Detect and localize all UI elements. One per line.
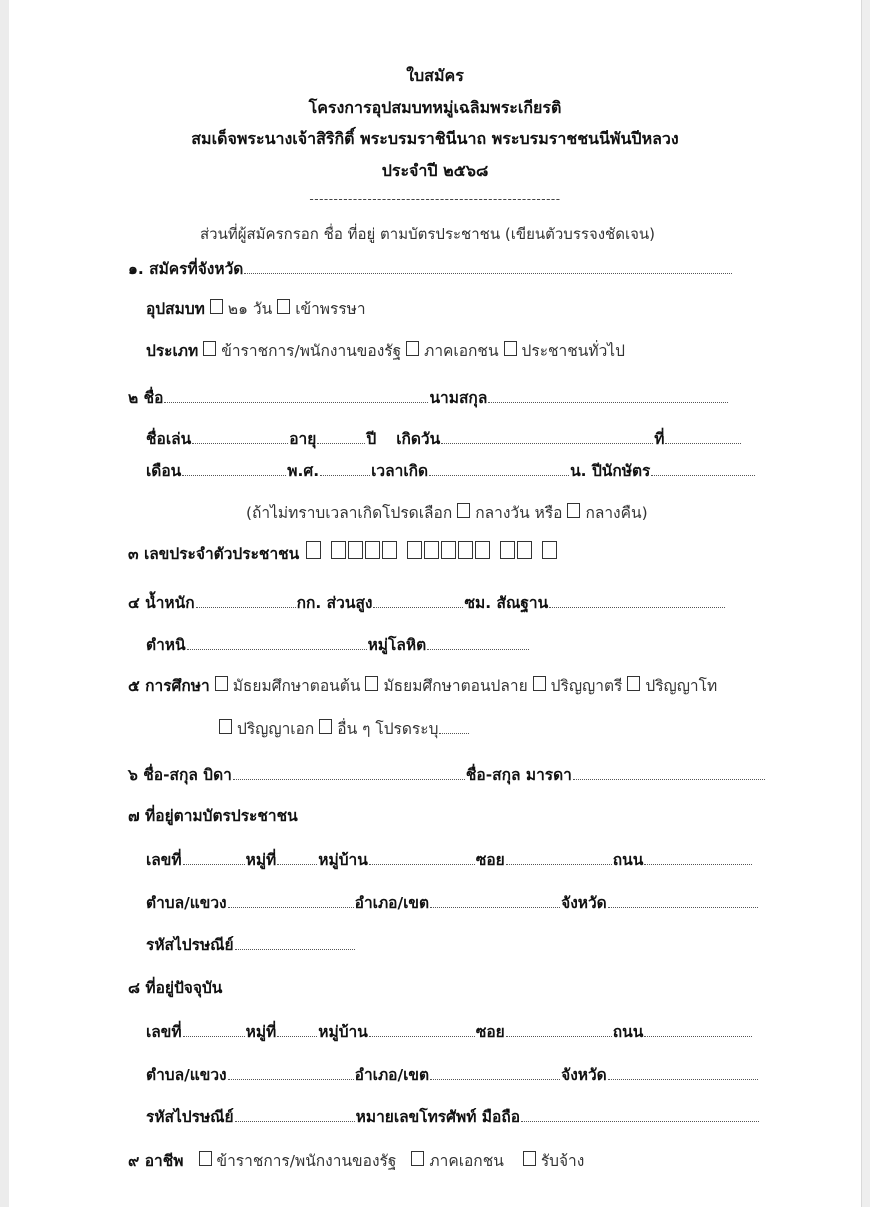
day-checkbox[interactable]: [457, 503, 470, 518]
row-nickname: [146, 426, 742, 451]
row-weight: [128, 590, 726, 615]
edu-bachelor-label: ปริญญาตรี: [550, 677, 623, 695]
name-label: ๒ ชื่อ: [128, 389, 164, 407]
cur-addr-moo-field[interactable]: [277, 1035, 317, 1037]
id-digit-box[interactable]: [517, 541, 532, 559]
row-education: [128, 673, 717, 698]
edu-doctorate-label: ปริญญาเอก: [237, 720, 315, 738]
surname-field[interactable]: [488, 401, 728, 403]
id-addr-soi-field[interactable]: [506, 863, 612, 865]
mother-field[interactable]: [573, 778, 765, 780]
row-id-address-1: [146, 847, 753, 872]
surname-label: นามสกุล: [429, 389, 488, 407]
build-field[interactable]: [549, 606, 725, 608]
father-field[interactable]: [233, 778, 465, 780]
year-title: ประจำปี ๒๕๖๘: [381, 161, 489, 180]
row-education-2: [214, 716, 470, 741]
id-addr-moo-field[interactable]: [277, 863, 317, 865]
night-checkbox[interactable]: [567, 503, 580, 518]
edu-doctorate-checkbox[interactable]: [219, 719, 232, 734]
row-birth: [146, 458, 756, 483]
separator-line: ----------------------------------------------------: [309, 192, 561, 206]
id-addr-province-field[interactable]: [608, 906, 758, 908]
id-digit-box[interactable]: [500, 541, 515, 559]
id-digit-box[interactable]: [331, 541, 346, 559]
cur-addr-postal-field[interactable]: [235, 1120, 355, 1122]
birthday-field[interactable]: [441, 442, 653, 444]
form-title: ใบสมัคร: [406, 66, 464, 85]
cur-addr-village-label: หมู่บ้าน: [318, 1023, 368, 1041]
weight-label: ๔ น้ำหนัก: [128, 594, 195, 612]
birth-note-text: (ถ้าไม่ทราบเวลาเกิดโปรดเลือก: [246, 504, 453, 522]
nickname-label: ชื่อเล่น: [146, 430, 192, 448]
birth-time-field[interactable]: [429, 474, 569, 476]
type-public-label: ประชาชนทั่วไป: [521, 342, 625, 360]
edu-other-checkbox[interactable]: [319, 719, 332, 734]
type-government-label: ข้าราชการ/พนักงานของรัฐ: [221, 342, 402, 360]
mark-field[interactable]: [187, 648, 367, 650]
edu-upper-secondary-checkbox[interactable]: [365, 676, 378, 691]
phone-field[interactable]: [521, 1120, 759, 1122]
month-label: เดือน: [146, 462, 182, 480]
id-digit-box[interactable]: [441, 541, 456, 559]
blood-field[interactable]: [427, 648, 529, 650]
id-addr-soi-label: ซอย: [475, 851, 505, 869]
cur-addr-province-field[interactable]: [608, 1078, 758, 1080]
ordain-21days-checkbox[interactable]: [210, 299, 223, 314]
row-cur-address-3: [146, 1104, 760, 1129]
birth-time-label: เวลาเกิด: [371, 462, 429, 480]
id-addr-province-label: จังหวัด: [561, 894, 607, 912]
id-addr-moo-label: หมู่ที่: [245, 851, 277, 869]
id-addr-road-field[interactable]: [644, 863, 752, 865]
row-type: [146, 338, 625, 363]
province-field[interactable]: [244, 272, 732, 274]
height-label: กก. ส่วนสูง: [296, 594, 373, 612]
type-label: ประเภท: [146, 342, 199, 360]
province-label: ๑. สมัครที่จังหวัด: [128, 260, 244, 278]
cur-addr-district-field[interactable]: [430, 1078, 560, 1080]
type-government-checkbox[interactable]: [203, 341, 216, 356]
occ-government-checkbox[interactable]: [199, 1151, 212, 1166]
cur-addr-soi-label: ซอย: [475, 1023, 505, 1041]
row-parents: [128, 762, 766, 787]
cur-addr-no-label: เลขที่: [146, 1023, 182, 1041]
id-addr-village-field[interactable]: [369, 863, 475, 865]
cur-addr-subdistrict-field[interactable]: [228, 1078, 354, 1080]
date-label: ที่: [654, 430, 665, 448]
edu-master-label: ปริญญาโท: [645, 677, 718, 695]
section-current-address: [128, 975, 222, 1000]
row-name: [128, 385, 729, 410]
cur-addr-postal-label: รหัสไปรษณีย์: [146, 1108, 234, 1126]
edu-lower-secondary-checkbox[interactable]: [215, 676, 228, 691]
id-digit-box[interactable]: [542, 541, 557, 559]
name-field[interactable]: [164, 401, 428, 403]
cur-addr-road-label: ถนน: [612, 1023, 644, 1041]
zodiac-label: น. ปีนักษัตร: [570, 462, 651, 480]
edu-master-checkbox[interactable]: [627, 676, 640, 691]
instruction-text: ส่วนที่ผู้สมัครกรอก ชื่อ ที่อยู่ ตามบัตรประชาชน (เขียนตัวบรรจงชัดเจน): [200, 225, 655, 243]
row-id-address-2: [146, 890, 759, 915]
blood-label: หมู่โลหิต: [367, 636, 427, 654]
day-label: กลางวัน หรือ: [475, 504, 563, 522]
occ-private-label: ภาคเอกชน: [429, 1152, 504, 1170]
id-addr-road-label: ถนน: [612, 851, 644, 869]
weight-field[interactable]: [196, 606, 296, 608]
zodiac-field[interactable]: [651, 474, 755, 476]
project-title: โครงการอุปสมบทหมู่เฉลิมพระเกียรติ: [308, 98, 562, 117]
cur-addr-subdistrict-label: ตำบล/แขวง: [146, 1066, 227, 1084]
id-digit-box[interactable]: [365, 541, 380, 559]
row-id-address-3: [146, 932, 356, 957]
occ-private-checkbox[interactable]: [411, 1151, 424, 1166]
section-id-address: [128, 803, 298, 828]
type-private-checkbox[interactable]: [406, 341, 419, 356]
occupation-label: ๙ อาชีพ: [128, 1152, 184, 1170]
id-addr-district-field[interactable]: [430, 906, 560, 908]
ordain-label: อุปสมบท: [146, 300, 205, 318]
type-private-label: ภาคเอกชน: [424, 342, 499, 360]
row-province: [128, 256, 733, 281]
id-digit-box[interactable]: [475, 541, 490, 559]
night-label: กลางคืน): [585, 504, 648, 522]
ordain-lent-label: เข้าพรรษา: [295, 300, 366, 318]
id-addr-postal-field[interactable]: [235, 948, 355, 950]
id-addr-village-label: หมู่บ้าน: [318, 851, 368, 869]
height-field[interactable]: [373, 606, 463, 608]
cur-addr-province-label: จังหวัด: [561, 1066, 607, 1084]
row-occupation: [128, 1148, 584, 1173]
id-digit-box[interactable]: [407, 541, 422, 559]
id-addr-district-label: อำเภอ/เขต: [354, 894, 430, 912]
cur-addr-road-field[interactable]: [644, 1035, 752, 1037]
mother-label: ชื่อ-สกุล มารดา: [465, 766, 572, 784]
education-label: ๕ การศึกษา: [128, 677, 210, 695]
id-digit-box[interactable]: [458, 541, 473, 559]
nickname-field[interactable]: [192, 442, 288, 444]
id-digit-box[interactable]: [382, 541, 397, 559]
royal-title: สมเด็จพระนางเจ้าสิริกิติ์ พระบรมราชินีนาถ พระบรมราชชนนีพันปีหลวง: [191, 129, 679, 148]
id-addr-no-label: เลขที่: [146, 851, 182, 869]
date-field[interactable]: [665, 442, 741, 444]
edu-other-label: อื่น ๆ โปรดระบุ: [337, 720, 439, 738]
birthday-label: เกิดวัน: [396, 430, 441, 448]
row-cur-address-2: [146, 1062, 759, 1087]
age-field[interactable]: [317, 442, 365, 444]
row-id: [128, 541, 558, 566]
occ-hired-checkbox[interactable]: [523, 1151, 536, 1166]
edu-bachelor-checkbox[interactable]: [533, 676, 546, 691]
cur-addr-village-field[interactable]: [369, 1035, 475, 1037]
id-label: ๓ เลขประจำตัวประชาชน: [128, 545, 300, 563]
age-unit: ปี: [366, 430, 377, 448]
id-addr-subdistrict-field[interactable]: [228, 906, 354, 908]
edu-other-field[interactable]: [439, 732, 469, 734]
phone-label: หมายเลขโทรศัพท์ มือถือ: [355, 1108, 521, 1126]
cur-addr-soi-field[interactable]: [506, 1035, 612, 1037]
be-label: พ.ศ.: [287, 462, 320, 480]
father-label: ๖ ชื่อ-สกุล บิดา: [128, 766, 232, 784]
age-label: อายุ: [289, 430, 317, 448]
edu-lower-secondary-label: มัธยมศึกษาตอนต้น: [232, 677, 361, 695]
ordain-lent-checkbox[interactable]: [277, 299, 290, 314]
edu-upper-secondary-label: มัธยมศึกษาตอนปลาย: [383, 677, 528, 695]
cur-addr-moo-label: หมู่ที่: [245, 1023, 277, 1041]
id-addr-no-field[interactable]: [183, 863, 245, 865]
type-public-checkbox[interactable]: [504, 341, 517, 356]
id-digit-box[interactable]: [306, 541, 321, 559]
id-address-label: ๗ ที่อยู่ตามบัตรประชาชน: [128, 807, 298, 825]
ordain-21days-label: ๒๑ วัน: [227, 300, 273, 318]
row-ordain: [146, 296, 366, 321]
id-digit-box[interactable]: [424, 541, 439, 559]
row-cur-address-1: [146, 1019, 753, 1044]
occ-hired-label: รับจ้าง: [540, 1152, 585, 1170]
build-label: ซม. สัณฐาน: [464, 594, 549, 612]
occ-government-label: ข้าราชการ/พนักงานของรัฐ: [216, 1152, 397, 1170]
month-field[interactable]: [182, 474, 286, 476]
row-mark: [146, 632, 530, 657]
cur-addr-no-field[interactable]: [183, 1035, 245, 1037]
cur-addr-district-label: อำเภอ/เขต: [354, 1066, 430, 1084]
mark-label: ตำหนิ: [146, 636, 186, 654]
be-field[interactable]: [320, 474, 370, 476]
id-digit-box[interactable]: [348, 541, 363, 559]
current-address-label: ๘ ที่อยู่ปัจจุบัน: [128, 979, 223, 997]
id-addr-postal-label: รหัสไปรษณีย์: [146, 936, 234, 954]
row-birth-note: [246, 500, 648, 525]
id-addr-subdistrict-label: ตำบล/แขวง: [146, 894, 227, 912]
